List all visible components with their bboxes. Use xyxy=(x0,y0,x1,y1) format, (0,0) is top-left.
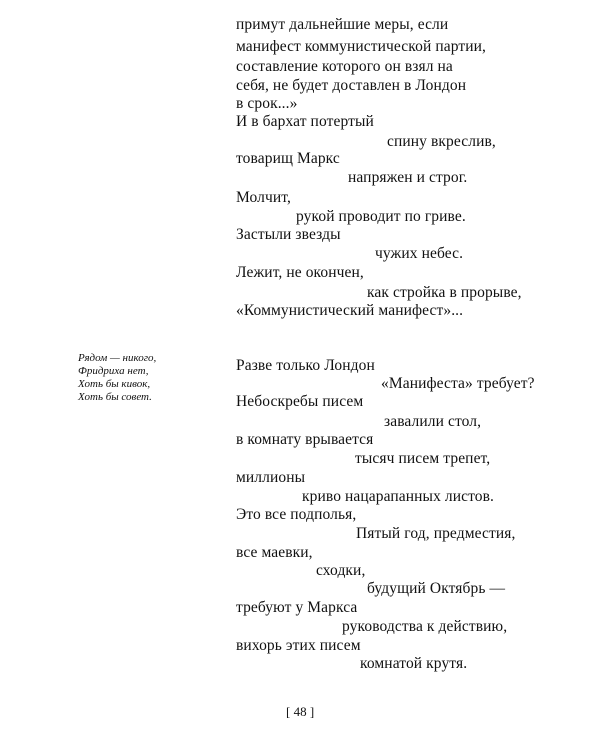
verse-line: Небоскребы писем xyxy=(236,393,364,410)
verse-line: требуют у Маркса xyxy=(236,599,358,616)
verse-line: «Манифеста» требует? xyxy=(381,375,535,392)
verse-line: в комнату врывается xyxy=(236,431,374,448)
verse-line: руководства к действию, xyxy=(342,618,508,635)
verse-line: Лежит, не окончен, xyxy=(236,264,364,281)
verse-line: напряжен и строг. xyxy=(348,169,468,186)
margin-note-line: Хоть бы совет. xyxy=(78,391,152,403)
margin-note-line: Рядом — никого, xyxy=(78,352,157,364)
verse-line: будущий Октябрь — xyxy=(367,580,506,597)
verse-line: криво нацарапанных листов. xyxy=(302,488,495,505)
verse-line: все маевки, xyxy=(236,544,313,561)
verse-line: чужих небес. xyxy=(375,245,464,262)
verse-line: И в бархат потертый xyxy=(236,113,374,130)
verse-line: сходки, xyxy=(316,562,366,579)
verse-line: «Коммунистический манифест»... xyxy=(236,302,464,319)
verse-line: рукой проводит по гриве. xyxy=(296,208,466,225)
verse-line: комнатой крутя. xyxy=(360,655,468,672)
verse-line: манифест коммунистической партии, xyxy=(236,38,486,55)
verse-line: тысяч писем трепет, xyxy=(355,450,491,467)
verse-line: вихорь этих писем xyxy=(236,637,361,654)
verse-line: составление которого он взял на xyxy=(236,58,453,75)
verse-line: Это все подполья, xyxy=(236,506,357,523)
verse-line: Пятый год, предместия, xyxy=(356,525,516,542)
verse-line: миллионы xyxy=(236,469,306,486)
margin-note-line: Хоть бы кивок, xyxy=(78,378,151,390)
margin-note-line: Фридриха нет, xyxy=(78,365,149,377)
verse-line: в срок...» xyxy=(236,95,298,112)
verse-line: как стройка в прорыве, xyxy=(367,284,522,301)
verse-line: примут дальнейшие меры, если xyxy=(236,16,449,33)
verse-line: товарищ Маркс xyxy=(236,150,340,167)
verse-line: спину вкреслив, xyxy=(387,133,496,150)
verse-line: себя, не будет доставлен в Лондон xyxy=(236,77,467,94)
page-number: [ 48 ] xyxy=(286,704,315,719)
verse-line: Застыли звезды xyxy=(236,226,341,243)
verse-line: завалили стол, xyxy=(384,413,482,430)
verse-line: Молчит, xyxy=(236,189,291,206)
verse-line: Разве только Лондон xyxy=(236,357,375,374)
